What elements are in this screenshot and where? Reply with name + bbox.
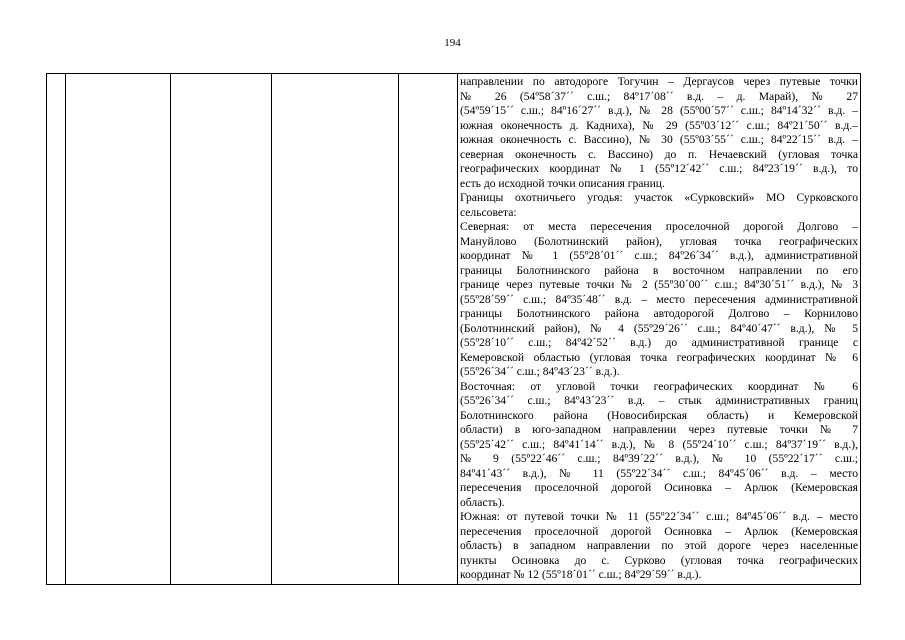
text-line: № 26 (54º58´37´´ с.ш.; 84º17´08´´ в.д. – д. Марай), № 27	[460, 89, 858, 103]
text-line: пересечения проселочной дорогой Осиновка – Арлюк (Кемеровская	[460, 481, 858, 494]
text-line: координат № 1 (55º28´01´´ с.ш.; 84º26´34´´ в.д.), административной	[460, 249, 858, 262]
text-line: границе через путевые точки № 2 (55º30´00´´ с.ш.; 84º30´51´´ в.д.), № 3	[460, 278, 858, 291]
text-line: (55º28´10´´ с.ш.; 84º42´52´´ в.д.) до административной границе с	[460, 336, 858, 349]
text-line: южная оконечность д. Кадниха), № 29 (55º03´12´´ с.ш.; 84º21´50´´ в.д.–	[460, 118, 858, 132]
text-line: есть до исходной точки описания границ.	[460, 176, 665, 190]
boundary-description-text	[460, 75, 858, 583]
text-line: Южная: от путевой точки № 11 (55º22´34´´ с.ш.; 84º45´06´´ в.д. – место	[460, 510, 858, 523]
table-cell-col3	[171, 74, 272, 585]
text-line: пункты Осиновка до с. Сурково (угловая точка географических	[460, 553, 858, 567]
page-number: 194	[444, 37, 461, 49]
boundary-table	[46, 73, 861, 585]
table-cell-col1	[47, 74, 66, 585]
boundary-description-cell	[458, 74, 861, 585]
text-line: северная оконечность с. Вассино) до п. Нечаевский (угловая точка	[460, 147, 858, 161]
text-line: область).	[460, 495, 505, 509]
text-line: (55º25´42´´ с.ш.; 84º41´14´´ в.д.), № 8 (55º24´10´´ с.ш.; 84º37´19´´ в.д.),	[460, 437, 858, 451]
text-line: (55º28´59´´ с.ш.; 84º35´48´´ в.д. – место пересечения административной	[460, 292, 858, 306]
text-line: (54º59´15´´ с.ш.; 84º16´27´´ в.д.), № 28 (55º00´57´´ с.ш.; 84º14´32´´ в.д. –	[460, 104, 858, 117]
table-cell-col5	[399, 74, 458, 585]
text-line: Восточная: от угловой точки географических координат № 6	[460, 379, 858, 393]
text-line: Болотнинского района (Новосибирская область) и Кемеровской	[460, 408, 858, 422]
text-line: (55º26´34´´ с.ш.; 84º43´23´´ в.д. – стык административных границ	[460, 394, 858, 407]
table-cell-col2	[66, 74, 171, 585]
text-line: (55º26´34´´ с.ш.; 84º43´23´´ в.д.).	[460, 365, 620, 378]
text-line: Мануйлово (Болотнинский район), угловая точка географических	[460, 234, 858, 248]
text-line: сельсовета:	[460, 205, 517, 219]
text-line: направлении по автодороге Тогучин – Дергаусов через путевые точки	[460, 75, 858, 88]
text-line: области) в юго-западном направлении через путевые точки № 7	[460, 423, 858, 436]
text-line: координат № 12 (55º18´01´´ с.ш.; 84º29´59´´ в.д.).	[460, 568, 702, 581]
text-line: Северная: от места пересечения проселочной дорогой Долгово –	[460, 220, 858, 233]
text-line: южная оконечность с. Вассино), № 30 (55º03´55´´ с.ш.; 84º22´15´´ в.д. –	[460, 133, 858, 146]
text-line: № 9 (55º22´46´´ с.ш.; 84º39´22´´ в.д.), № 10 (55º22´17´´ с.ш.;	[460, 452, 858, 465]
text-line: Границы охотничьего угодья: участок «Сурковский» МО Сурковского	[460, 191, 858, 204]
text-line: (Болотнинский район), № 4 (55º29´26´´ с.ш.; 84º40´47´´ в.д.), № 5	[460, 321, 858, 335]
table-cell-col4	[272, 74, 399, 585]
text-line: географических координат № 1 (55º12´42´´ с.ш.; 84º23´19´´ в.д.), то	[460, 162, 858, 175]
table-row	[47, 74, 861, 585]
text-line: пересечения проселочной дорогой Осиновка – Арлюк (Кемеровская	[460, 524, 858, 538]
text-line: 84º41´43´´ в.д.), № 11 (55º22´34´´ с.ш.; 84º45´06´´ в.д. – место	[460, 466, 858, 480]
text-line: границы Болотнинского района в восточном направлении по его	[460, 263, 858, 277]
text-line: Кемеровской областью (угловая точка географических координат № 6	[460, 350, 858, 364]
text-line: область) в западном направлении по этой дороге через населенные	[460, 539, 858, 552]
text-line: границы Болотнинского района автодорогой Долгово – Корнилово	[460, 307, 858, 320]
